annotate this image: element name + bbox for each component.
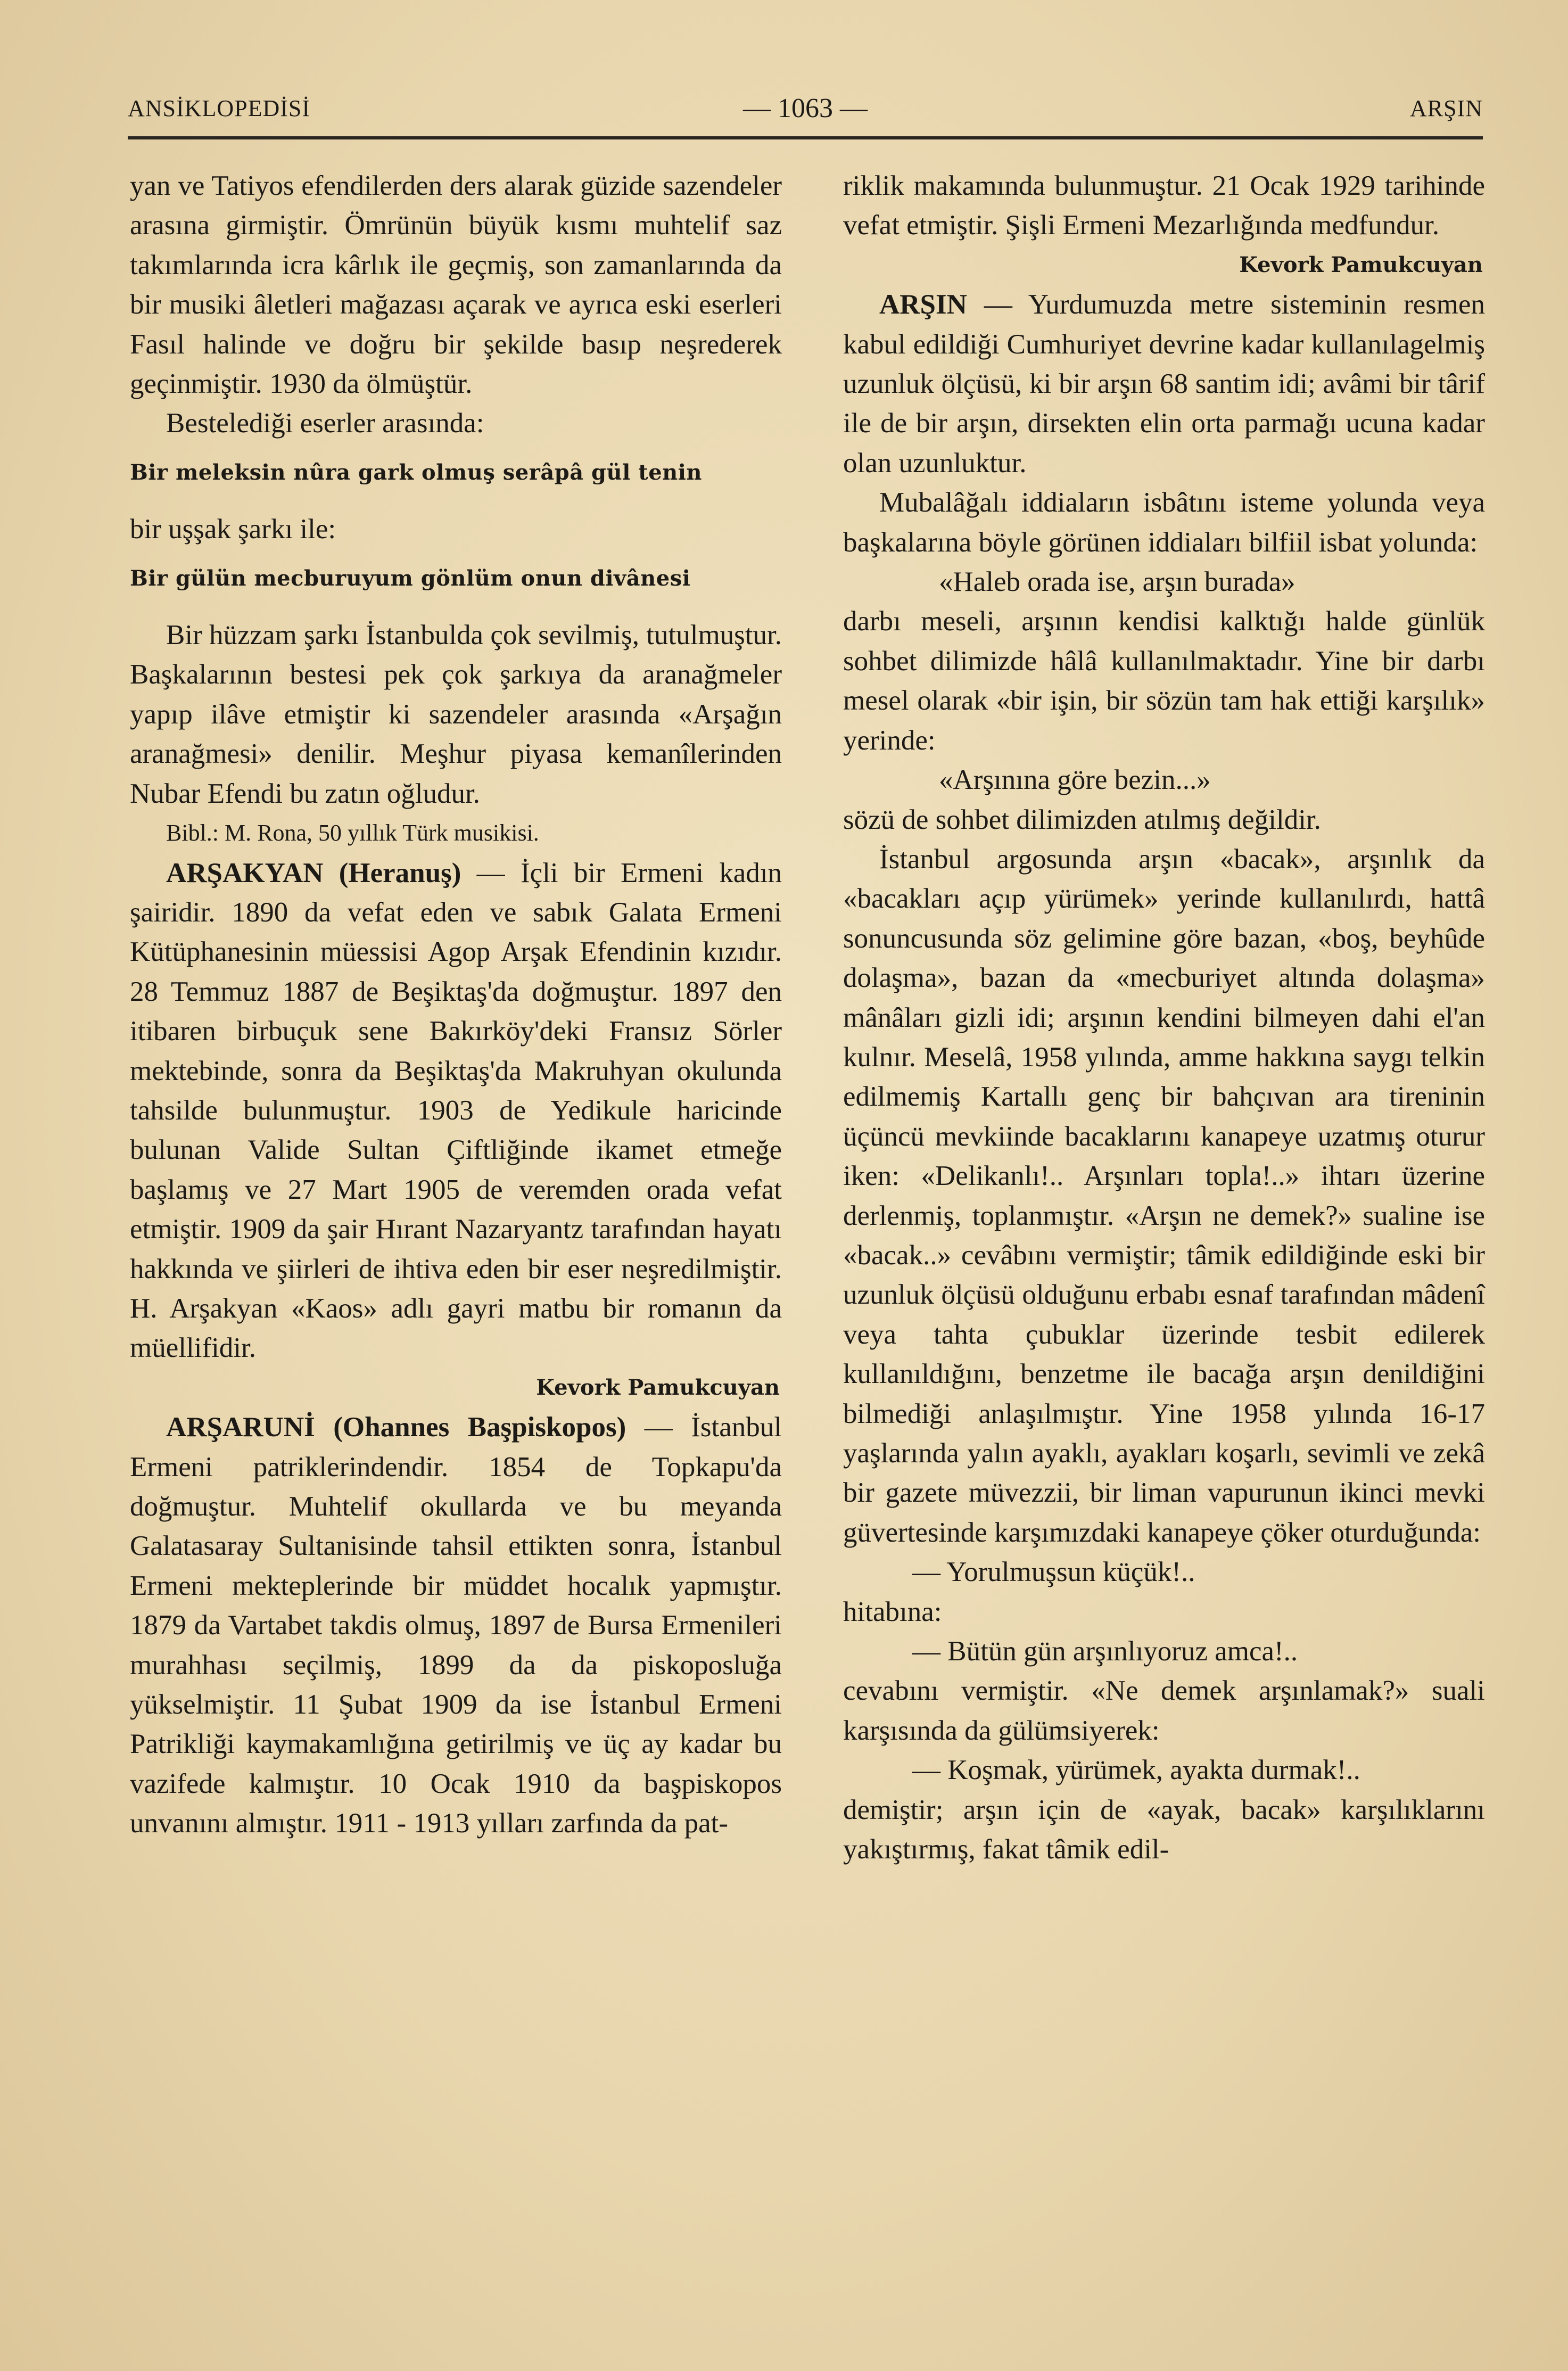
page-number: — 1063 — xyxy=(743,93,868,124)
paragraph: bir uşşak şarkı ile: xyxy=(130,514,336,545)
paragraph: hitabına: xyxy=(843,1596,942,1627)
entry-title: ARŞIN xyxy=(879,289,967,320)
entry-text: — Yurdumuzda metre sisteminin resmen kabul edildiği Cumhuriyet devrine kadar kullanılagelmiş uzunluk ölçüsü, ki bir arşın 68 santim idi; avâmi bir târif ile de bir arşın, dirsekten elin orta parmağı ucuna kadar olan uzunluktur. xyxy=(843,289,1485,479)
entry-text: — İstanbul Ermeni patriklerindendir. 1854 de Topkapu'da doğmuştur. Muhtelif okullarda ve bu meyanda Galatasaray Sultanisinde tahsil ettikten sonra, İstanbul Ermeni mekteplerinde bir müddet hocalık yapmıştır. 1879 da Vartabet takdis olmuş, 1897 de Bursa Ermenileri murahhası seçilmiş, 1899 da da piskoposluğa yükselmiştir. 11 Şubat 1909 da ise İstanbul Ermeni Patrikliği kaymakamlığına getirilmiş ve üç ay kadar bu vazifede kalmıştır. 10 Ocak 1910 da başpiskopos unvanını almıştır. 1911 - 1913 yılları zarfında da pat- xyxy=(130,1412,782,1839)
proverb-quote: «Haleb orada ise, arşın burada» xyxy=(939,566,1295,598)
entry-title: ARŞAKYAN (Heranuş) xyxy=(166,857,461,888)
page-header xyxy=(128,89,1483,132)
entry-title: ARŞARUNİ (Ohannes Başpiskopos) xyxy=(166,1412,626,1443)
paragraph: darbı meseli, arşının kendisi kalktığı halde günlük sohbet dilimizde hâlâ kullanılmaktadır. Yine bir darbı mesel olarak «bir işin, bir sözün tam hak ettiği karşılık» yerinde: xyxy=(843,606,1485,756)
header-rule xyxy=(128,136,1483,139)
paragraph: demiştir; arşın için de «ayak, bacak» karşılıklarını yakıştırmış, fakat tâmik edil- xyxy=(843,1794,1485,1865)
paragraph: riklik makamında bulunmuştur. 21 Ocak 1929 tarihinde vefat etmiştir. Şişli Ermeni Mezarlığında medfundur. xyxy=(843,170,1485,241)
entry-arsakyan xyxy=(130,853,782,1368)
paragraph: Bestelediği eserler arasında: xyxy=(166,408,484,439)
song-title: Bir gülün mecburuyum gönlüm onun divânesi xyxy=(130,565,691,591)
left-column xyxy=(130,166,782,1843)
right-column xyxy=(843,166,1485,1869)
bibliography: Bibl.: M. Rona, 50 yıllık Türk musikisi. xyxy=(166,820,539,846)
author-signature: Kevork Pamukcuyan xyxy=(1239,252,1483,277)
header-keyword: ARŞIN xyxy=(1409,95,1483,121)
song-title: Bir meleksin nûra gark olmuş serâpâ gül tenin xyxy=(130,459,702,485)
author-signature: Kevork Pamukcuyan xyxy=(536,1374,780,1400)
entry-arsin xyxy=(843,285,1485,483)
dialogue-line: — Yorulmuşsun küçük!.. xyxy=(912,1557,1195,1588)
paragraph: Mubalâğalı iddiaların isbâtını isteme yolunda veya başkalarına böyle görünen iddiaları bilfiil isbat yolunda: xyxy=(843,487,1485,558)
paragraph: İstanbul argosunda arşın «bacak», arşınlık da «bacakları açıp yürümek» yerinde kullanılırdı, hattâ sonuncusunda söz gelimine göre bazan, «boş, beyhûde dolaşma», bazan da «mecburiyet altında dolaşma» mânâları gizli idi; arşının kendini bilmeyen dahi el'an kulnır. Meselâ, 1958 yılında, amme hakkına saygı telkin edilmemiş Kartallı genç bir bahçıvan ara tireninin üçüncü mevkiinde bacaklarını kanapeye uzatmış oturur iken: «Delikanlı!.. Arşınları topla!..» ihtarı üzerine derlenmiş, toplanmıştır. «Arşın ne demek?» sualine ise «bacak..» cevâbını vermiştir; tâmik edildiğinde eski bir uzunluk ölçüsü olduğunu erbabı esnaf tarafından mâdenî veya tahta çubuklar üzerinde tesbit edilerek kullanıldığını, benzetme ile bacağa arşın denildiğini bilmediği anlaşılmıştır. Yine 1958 yılında 16-17 yaşlarında yalın ayaklı, ayakları koşarlı, sevimli ve zekâ bir gazete müvezzii, bir liman vapurunun ikinci mevki güvertesinde karşımızdaki kanapeye çöker oturduğunda: xyxy=(843,843,1485,1548)
paragraph: sözü de sohbet dilimizden atılmış değildir. xyxy=(843,804,1321,835)
header-publication: ANSİKLOPEDİSİ xyxy=(128,95,310,121)
paragraph: cevabını vermiştir. «Ne demek arşınlamak?» suali karşısında da gülümsiyerek: xyxy=(843,1675,1485,1746)
proverb-quote: «Arşınına göre bezin...» xyxy=(939,764,1211,796)
dialogue-line: — Bütün gün arşınlıyoruz amca!.. xyxy=(912,1636,1298,1667)
paragraph: Bir hüzzam şarkı İstanbulda çok sevilmiş, tutulmuştur. Başkalarının bestesi pek çok şarkıya da aranağmeler yapıp ilâve etmiştir ki sazendeler arasında «Arşağın aranağmesi» denilir. Meşhur piyasa kemanîlerinden Nubar Efendi bu zatın oğludur. xyxy=(130,620,782,809)
dialogue-line: — Koşmak, yürümek, ayakta durmak!.. xyxy=(912,1755,1360,1786)
entry-arsaruni xyxy=(130,1407,782,1843)
paragraph: yan ve Tatiyos efendilerden ders alarak güzide sazendeler arasına girmiştir. Ömrünün büyük kısmı muhtelif saz takımlarında icra kârlık ile geçmiş, son zamanlarında da bir musiki âletleri mağazası açarak ve ayrıca eski eserleri Fasıl halinde ve doğru bir şekilde basıp neşrederek geçinmiştir. 1930 da ölmüştür. xyxy=(130,170,782,400)
entry-text: — İçli bir Ermeni kadın şairidir. 1890 da vefat eden ve sabık Galata Ermeni Kütüphanesinin müessisi Agop Arşak Efendinin kızıdır. 28 Temmuz 1887 de Beşiktaş'da doğmuştur. 1897 den itibaren birbuçuk sene Bakırköy'deki Fransız Sörler mektebinde, sonra da Beşiktaş'da Makruhyan okulunda tahsilde bulunmuştur. 1903 de Yedikule haricinde bulunan Valide Sultan Çiftliğinde ikamet etmeğe başlamış ve 27 Mart 1905 de veremden orada vefat etmiştir. 1909 da şair Hırant Nazaryantz tarafından hayatı hakkında ve şiirleri de ihtiva eden bir eser neşredilmiştir. H. Arşakyan «Kaos» adlı gayri matbu bir romanın da müellifidir. xyxy=(130,857,782,1364)
